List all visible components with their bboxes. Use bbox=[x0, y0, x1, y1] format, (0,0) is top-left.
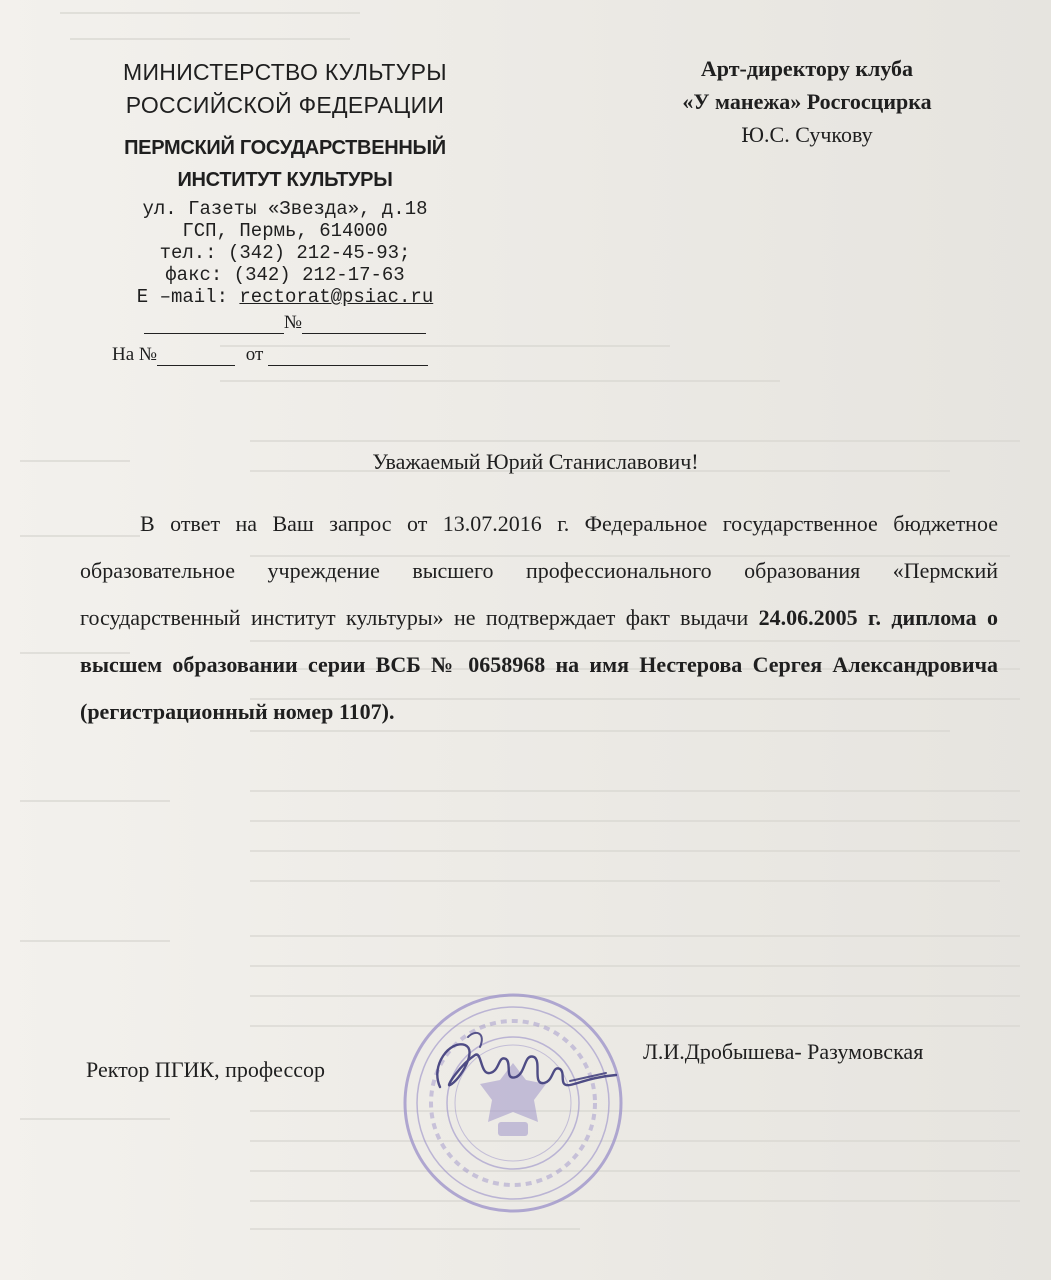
greeting: Уважаемый Юрий Станиславович! bbox=[372, 449, 699, 474]
ref-from: от bbox=[245, 344, 264, 365]
ref-number-blank bbox=[157, 347, 235, 366]
recipient-name: Ю.С. Сучкову bbox=[741, 122, 873, 147]
ministry-name-line-1: МИНИСТЕРСТВО КУЛЬТУРЫ bbox=[123, 59, 447, 85]
recipient-line-2: «У манежа» Росгосцирка bbox=[682, 89, 932, 114]
ref-date-blank bbox=[268, 347, 428, 366]
email-label: E –mail: bbox=[136, 286, 240, 308]
outgoing-number-line bbox=[70, 312, 500, 334]
address-email bbox=[70, 286, 500, 308]
letter-body bbox=[80, 500, 998, 735]
body-text-bold: 24.06.2005 г. диплома о высшем образовании серии ВСБ № 0658968 на имя Нестерова Сергея Александровича (регистрационный номер 1107). bbox=[80, 605, 998, 724]
outgoing-date-blank bbox=[144, 315, 284, 334]
address-city: ГСП, Пермь, 614000 bbox=[182, 220, 388, 242]
address-fax: факс: (342) 212-17-63 bbox=[165, 264, 405, 286]
ref-prefix: На № bbox=[112, 344, 158, 365]
signatory-title: Ректор ПГИК, профессор bbox=[86, 1057, 325, 1082]
institute-name-line-1: ПЕРМСКИЙ ГОСУДАРСТВЕННЫЙ bbox=[124, 137, 446, 159]
recipient-line-1: Арт-директору клуба bbox=[700, 56, 914, 81]
address-phone: тел.: (342) 212-45-93; bbox=[159, 242, 411, 264]
number-sign: № bbox=[283, 312, 303, 333]
sender-block bbox=[70, 56, 500, 334]
institute-name-line-2: ИНСТИТУТ КУЛЬТУРЫ bbox=[177, 169, 393, 191]
email-link[interactable]: rectorat@psiac.ru bbox=[239, 286, 434, 308]
incoming-reference-line bbox=[112, 344, 428, 366]
handwritten-signature bbox=[420, 1025, 620, 1105]
outgoing-number-blank bbox=[302, 315, 426, 334]
ministry-name-line-2: РОССИЙСКОЙ ФЕДЕРАЦИИ bbox=[125, 92, 445, 118]
recipient-block bbox=[612, 52, 1002, 151]
address-street: ул. Газеты «Звезда», д.18 bbox=[142, 198, 428, 220]
signatory-name: Л.И.Дробышева- Разумовская bbox=[643, 1039, 924, 1064]
body-text-regular: В ответ на Ваш запрос от 13.07.2016 г. Федеральное государственное бюджетное образовательное учреждение высшего профессионального образования «Пермский государственный институт культуры» не подтверждает факт выдачи bbox=[80, 511, 998, 630]
